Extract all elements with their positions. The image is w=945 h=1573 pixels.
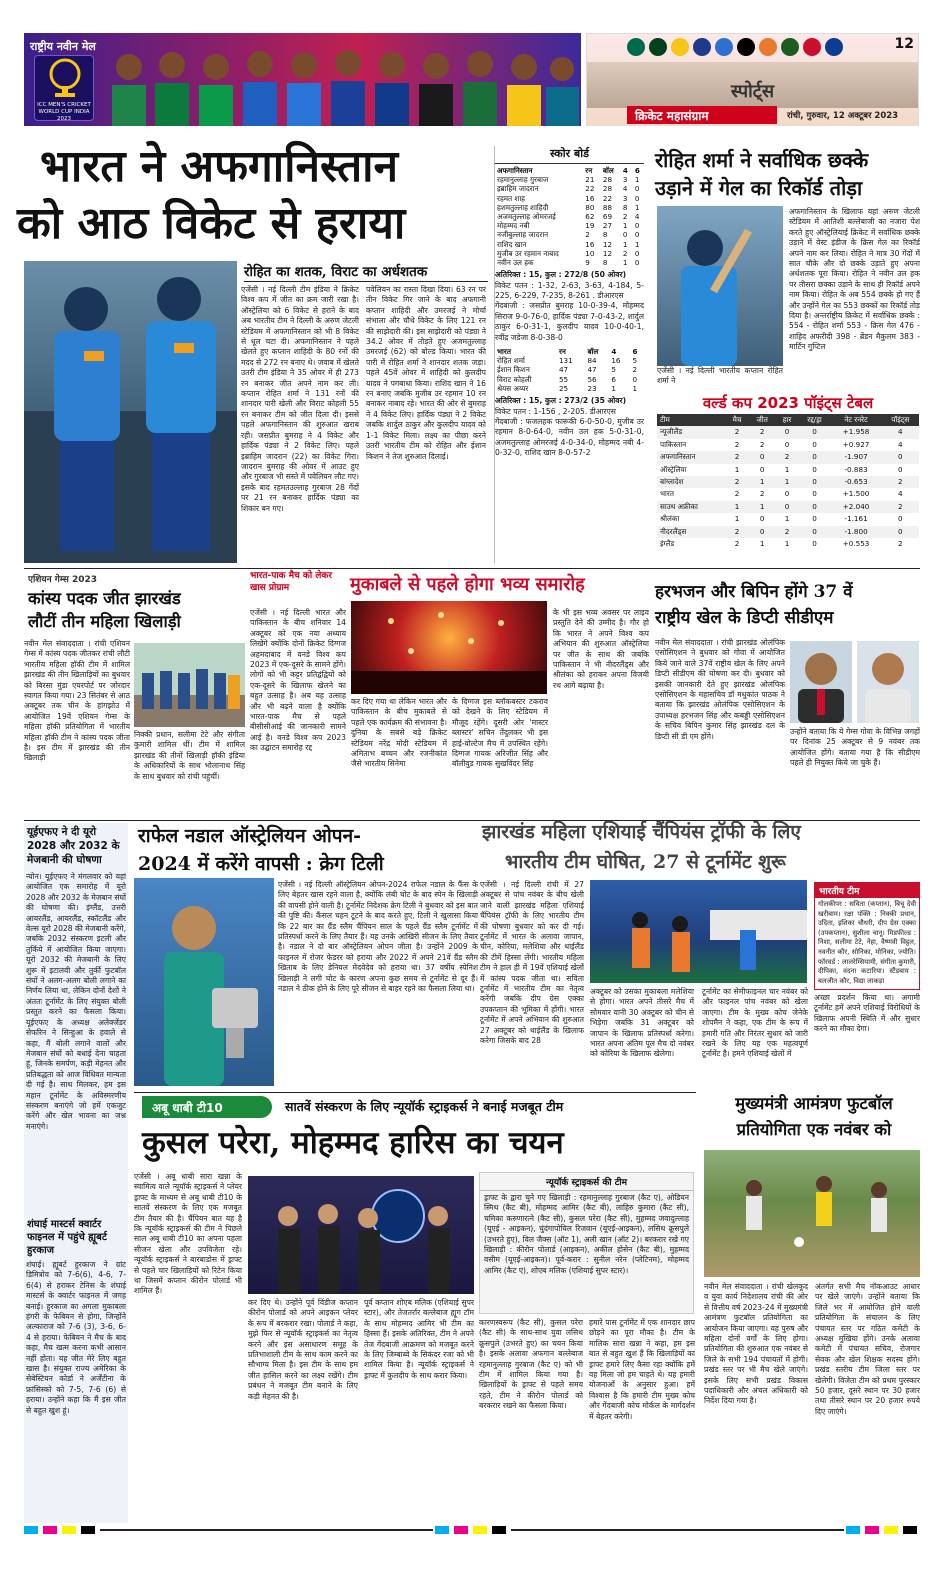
table-row xyxy=(495,356,645,365)
table-cell: 0 xyxy=(798,501,830,513)
table-cell: 2 xyxy=(585,230,590,240)
color-swatch xyxy=(492,1526,506,1534)
indpak-body1: एजेंसी । नई दिल्ली भारत और पाकिस्तान के बीच शनिवार 14 अक्टूबर को एक नया अध्याय लिखेंगे क्योंकि दोनों क्रिकेट दिग्गज अहमदाबाद में वनडे विश्व कप 2023 में एक-दूसरे के सामने होंगे। लोगों को भी कट्टर प्रतिद्वंद्वियों को एक-दूसरे के खिलाफ खेलने का बहुत उत्साह है। अब यह उत्साह और भी बढ़ने वाला है क्योंकि भारत-पाक मैच से पहले बीसीसीआई की जानकारी सामने आई है। वनडे विश्व कप 2023 का उद्घाटन समारोह रद्द xyxy=(250,608,346,753)
table-cell: 69 xyxy=(602,212,613,222)
table-cell: 0 xyxy=(759,514,765,524)
table-cell: 2 xyxy=(882,501,919,513)
abu-dhabi-headline: कुसल परेरा, मोहम्मद हारिस का चयन xyxy=(142,1125,564,1161)
nadal-photo xyxy=(134,878,274,1086)
table-cell: 1 xyxy=(784,514,790,524)
table-header xyxy=(495,347,645,356)
table-cell: 2 xyxy=(725,451,748,463)
harbhajan-portrait xyxy=(790,641,852,723)
table-row xyxy=(657,501,919,513)
table-cell: मोहम्मद नबी xyxy=(497,221,530,231)
scoreboard-title: स्कोर बोर्ड xyxy=(495,146,644,164)
table-cell: 0 xyxy=(634,193,640,203)
flag-icon xyxy=(825,38,843,56)
rohit-photo-caption: एजेंसी । नई दिल्ली भारतीय कप्तान रोहित शर्मा ने xyxy=(657,366,783,386)
column-header: रन xyxy=(585,166,593,175)
ind-fow: विकेट पतन : 1-156 , 2-205. डीआरएस xyxy=(495,406,616,416)
jh-body2: अक्टूबर को उसका मुकाबला मलेशिया से होगा। भारत अपने तीसरे मैच में सोमवार यानी 30 अक्टूबर को चीन से भिड़ेगा जबकि 31 अक्टूबर को जापान के खिलाफ प्रतिस्पर्धा करेगा। भारत अपना अंतिम पूल मैच दो नवंबर को कोरिया के खिलाफ खेलेगा। xyxy=(590,987,694,1059)
table-cell: 28 xyxy=(602,175,613,185)
table-cell: 10 xyxy=(585,248,595,258)
bipin-portrait xyxy=(857,641,919,723)
table-cell: 23 xyxy=(587,383,597,393)
table-cell: 1 xyxy=(784,539,790,549)
table-cell: 16 xyxy=(585,193,595,203)
table-cell: 8 xyxy=(622,202,628,212)
table-cell: 2 xyxy=(759,489,765,499)
strikers-team-title: न्यूयॉर्क स्ट्राइकर्स की टीम xyxy=(480,1173,693,1191)
table-cell: +0.927 xyxy=(842,439,870,449)
table-cell: 0 xyxy=(622,230,628,240)
points-table xyxy=(657,414,919,550)
table-cell: 19 xyxy=(585,221,595,231)
team-flags xyxy=(627,38,877,60)
table-cell: 0 xyxy=(634,221,640,231)
table-cell: 27 xyxy=(602,221,613,231)
abu-dhabi-body3: पूर्व कप्तान शोएब मलिक (एशियाई सुपर स्टार), और तेजतर्रार बल्लेबाज ह्यूग टॉम के साथ मोहम्मद आमिर भी टीम का हिस्सा हैं। इसके अतिरिक्त, टीम ने अपने तेज गेंदबाजी आक्रमण को मजबूत करने के लिए जिम्बाब्वे के सिकंदर रजा को भी शामिल किया है। न्यूयॉर्क स्ट्राइकर्स ने ड्राफ्ट में कुलदीप के साथ करार किया। xyxy=(364,1298,474,1380)
afg-fow: विकेट पतन : 1-32, 2-63, 3-63, 4-184, 5-225, 6-229, 7-235, 8-261 . डीआरएस xyxy=(495,280,644,301)
table-cell: 0 xyxy=(798,476,830,488)
table-cell: श्रीलंका xyxy=(660,514,680,524)
column-header: पॉइंट्स xyxy=(882,414,919,426)
team-box-body: गोलकीपर : सविता (कप्तान), बिचू देवी खरीबाम। रक्षा पंक्ति : निक्की प्रधान, उदिता, इशिका चौधरी, दीप ग्रेस एक्का (उपकप्तान), सुशीला चानू। मिडफील्ड : निशा, सलीमा टेटे, नेहा, वैष्णवी विट्ठल, नवनीत कौर, सोनिका, मोनिका, ज्योति। फॉरवर्ड : लालरेम्सियामी, संगीता कुमारी, दीपिका, वंदना कटारिया। स्टैंडबाय : बलजीत कौर, विद्या लाकड़ा xyxy=(818,900,916,985)
table-cell: 0 xyxy=(749,526,776,538)
table-cell: 2 xyxy=(632,365,638,375)
table-cell: 0 xyxy=(812,464,817,474)
column-header: भारत xyxy=(497,347,511,357)
table-cell: 1 xyxy=(632,383,638,393)
abu-dhabi-body5: हमारे पास टूर्नामेंट में एक शानदार छाप छोड़ने का पूरा मौका है। टीम के मालिक सारा खन्ना ने कहा, हम इस बात से बहुत खुश हैं कि खिलाड़ियों का ड्राफ्ट हमारे लिए कैसा रहा क्योंकि हमें वह मिला जो हम चाहते थे। यह हमारी योजनाओं के अनुसार हुआ। हमें विश्वास है कि हमारी टीम मुख्य कोच और गेंदबाजी कोच मोर्कल के मार्गदर्शन में बेहतर करेगी। xyxy=(589,1318,695,1421)
table-cell: 16 xyxy=(585,239,595,249)
column-header: 6 xyxy=(634,166,640,175)
table-cell: 1 xyxy=(784,464,790,474)
abu-dhabi-kicker-headline: सातवें संस्करण के लिए न्यूयॉर्क स्ट्राइकर्स ने बनाई मजबूत टीम xyxy=(285,1099,564,1114)
table-row xyxy=(495,203,645,212)
nadal-headline-line1: राफेल नडाल ऑस्ट्रेलियन ओपन- xyxy=(138,825,362,847)
table-cell: हशमतुल्लाह शाहिदी xyxy=(497,202,549,212)
uefa-headline: यूईएफए ने दी यूरो 2028 और 2032 के मेजबानी की घोषणा xyxy=(27,826,120,866)
table-row xyxy=(657,538,919,550)
table-cell: 2 xyxy=(734,439,740,449)
asian-games-headline-line1: कांस्य पदक जीत झारखंड xyxy=(28,589,181,608)
table-cell: 2 xyxy=(725,526,748,538)
column-header: 6 xyxy=(632,347,638,357)
table-row xyxy=(495,175,645,184)
shanghai-body: शंघाई। ह्यूबर्ट हुरकाज ने ग्रांट डिमित्रोव को 7-6(6), 4-6, 7-6(4) से हराकर टेनिस के शंघाई मास्टर्स के क्वार्टर फाइनल में जगह बनाई। हुरकाज का अगला मुकाबला हंगरी के फेबियन से होगा, जिन्होंने अल्काराज को 7-6 (3), 3-6, 6-4 से हराया। फेबियन ने मैच के बाद कहा, मैच खत्म करना कभी आसान नहीं होता। यह जीत मेरे लिए बहुत खास है। संयुक्त राज्य अमेरिका के सेबेस्टियन कोर्डा ने अर्जेंटीना के फ्रांसिस्को को 7-5, 7-6 (6) से हराया। उन्होंने कहा कि मैं इस जीत से बहुत खुश हूं। xyxy=(26,1260,126,1415)
flag-icon xyxy=(715,38,733,56)
table-cell: 0 xyxy=(776,501,799,513)
table-cell: 0 xyxy=(634,258,640,268)
table-cell: मुजीब उर रहमान नाबाद xyxy=(497,248,559,258)
lead-subhead: रोहित का शतक, विराट का अर्धशतक xyxy=(244,264,428,280)
table-cell: बांग्लादेश xyxy=(657,476,725,488)
lead-headline-line2: को आठ विकेट से हराया xyxy=(17,198,406,249)
rohit-headline-line1: रोहित शर्मा ने सर्वाधिक छक्के xyxy=(655,148,869,172)
table-cell: श्रेयस अय्यर xyxy=(497,383,529,393)
table-cell: 12 xyxy=(602,239,613,249)
color-swatch xyxy=(884,1526,898,1534)
table-row xyxy=(657,426,919,438)
section-subtitle: क्रिकेट महासंग्राम xyxy=(627,106,777,124)
lead-photo xyxy=(24,261,237,563)
harbhajan-headline-line2: राष्ट्रीय खेल के डिप्टी सीडीएम xyxy=(655,608,834,628)
table-cell: -0.653 xyxy=(831,476,882,488)
paper-name: राष्ट्रीय नवीन मेल xyxy=(30,40,96,53)
table-cell: 1 xyxy=(634,175,640,185)
afg-bowling: गेंदबाजी : जसप्रीत बुमराह 10-0-39-4, मोहम्मद सिराज 9-0-76-0, हार्दिक पंड्या 7-0-43-2, शार्दुल ठाकुर 6-0-31-1, कुलदीप यादव 10-0-40-1, रवींद्र जडेजा 8-0-38-0 xyxy=(495,301,644,342)
nadal-headline-line2: 2024 में करेंगे वापसी : क्रेग टिली xyxy=(138,853,384,875)
table-cell: 0 xyxy=(882,451,919,463)
column-header: जीत xyxy=(749,414,776,426)
table-cell: 0 xyxy=(784,489,790,499)
table-cell: 47 xyxy=(587,365,597,375)
table-cell: 2 xyxy=(776,526,799,538)
table-cell: 0 xyxy=(634,230,640,240)
table-row xyxy=(495,230,645,239)
table-cell: 1 xyxy=(734,464,740,474)
hockey-team-photo xyxy=(134,643,245,727)
table-cell: +2.040 xyxy=(831,501,882,513)
world-cup-logo: ICC MEN'S CRICKET WORLD CUP INDIA 2023 xyxy=(34,55,94,121)
indpak-body3: के दिग्गज इस ब्लॉकबस्टर टकराव को देखने के लिए स्टेडियम में मौजूद रहेंगे। दूसरी ओर 'मास्टर ब्लास्टर' सचिन तेंदुलकर भी इस हाई-वोल्टेज मैच में उपस्थित रहेंगे। दिग्गज गायक अरिजीत सिंह और बॉलीवुड गायक सुखविंदर सिंह xyxy=(452,697,548,769)
uefa-body: न्योन। यूईएफए ने मंगलवार को यहां आयोजित एक समारोह में यूरो 2028 और 2032 के मेजबान संघों की घोषणा की। इंग्लैंड, उत्तरी आयरलैंड, आयरलैंड, स्कॉटलैंड और वेल्स यूरो 2028 की मेजबानी करेंगे, जबकि 2032 संस्करण इटली और तुर्किये में आयोजित किया जाएगा। यूरो 2032 की मेजबानी के लिए शुरू में इटालवी और तुर्की फुटबॉल संघों ने अलग-अलग बोली लगाने का निर्णय लिया था, लेकिन दोनों देशों ने अंततः टूर्नामेंट के लिए संयुक्त बोली प्रस्तुत करने का फैसला किया। यूईएफए के अध्यक्ष अलेक्जेंडर सेफरिन ने सिन्हुआ के हवाले से कहा, मैं बोली लगाने वालों और मेजबान संघों को बधाई देना चाहता हूं, जिनके समर्पण, कड़ी मेहनत और प्रतिबद्धता को आज विधिवत मान्यता दी गई है। साथ मिलकर, हम इस महान टूर्नामेंट के अविस्मरणीय संस्करण बनाएंगे जो हमें एकजुट करेंगे और खेल भावना का जश्न मनाएंगे। xyxy=(26,872,126,1131)
table-cell: ऑस्ट्रेलिया xyxy=(660,464,687,474)
cm-body1: नवीन मेल संवाददाता । रांची खेलकूद व युवा कार्य निदेशालय रांची की ओर से वित्तीय वर्ष 2023-24 में मुख्यमंत्री आमंत्रण फुटबॉल प्रतियोगिता का आयोजन किया जाएगा। यह पुरुष और महिला दोनों वर्गों के लिए होगा। प्रतियोगिता की शुरुआत एक नवंबर से जिले के सभी 194 पंचायतों में होगी। प्रखंड स्तर पर भी मैच खेले जाएंगे। इसके लिए सभी प्रखंड विकास पदाधिकारी और अंचल अधिकारी को निर्देश दिया गया है। xyxy=(704,1282,808,1406)
table-header xyxy=(657,414,919,426)
trophy-icon xyxy=(35,56,95,98)
table-cell: 3 xyxy=(622,175,628,185)
flag-icon xyxy=(737,38,755,56)
jh-body4: अच्छा प्रदर्शन किया था। अगामी टूर्नामेंट हमें अपने एशियाई विरोधियों के खिलाफ अपनी स्थिति में और सुधार करने का मौका देगा। xyxy=(814,993,920,1034)
lead-body-col1: एजेंसी । नई दिल्ली टीम इंडिया ने क्रिकेट विश्व कप में जीत का क्रम जारी रखा है। ऑस्ट्रेलिया को 6 विकेट से हराने के बाद अब भारतीय टीम ने दिल्ली के अरुण जेटली स्टेडियम में अफगानिस्तान को भी 8 विकेट से धूल चटा दी। अफगानिस्तान ने पहले खेलते हुए कप्तान शाहिदी के 80 रनों की मदद से 272 रन बनाए थे। जवाब में खेलते उतरी टीम इंडिया ने 35 ओवर में ही 273 रन बनाकर जीत अपने नाम कर ली। कप्तान रोहित शर्मा ने 131 रनों की शानदार पारी खेली और विराट कोहली 55 रन बनाकर टीम को जीत दिला दी। इससे पहले अफगानिस्तान की शुरुआत खराब रही। जसप्रीत बुमराह ने 4 विकेट और हार्दिक पंड्या ने 2 विकेट लिए। पहले इब्राहिम जादरान (22) का विकेट गिरा। जादरान बुमराह की ओवर में आउट हुए और गुरबाज भी सस्ते में पवेलियन लौट गए। इसके बाद रहमतउल्लाह गुरबाज 28 गेंदों पर 21 रन बनाकर हार्दिक पंड्या का शिकार बन गए। xyxy=(241,285,359,513)
color-swatch xyxy=(903,1526,917,1534)
team-box-title: भारतीय टीम xyxy=(815,883,919,898)
table-row xyxy=(657,464,919,476)
indpak-body4: के भी इस भव्य अवसर पर लाइव प्रस्तुति देने की उम्मीद है। गौर हो कि भारत ने अपने विश्व कप अभियान की शुरुआत ऑस्ट्रेलिया पर जीत के साथ की जबकि पाकिस्तान ने भी नीदरलैंड्स और श्रीलंका को हराकर अपना विजयी रथ आगे बढ़ाया है। xyxy=(553,608,649,690)
table-cell: -0.883 xyxy=(844,464,868,474)
table-cell: 21 xyxy=(585,175,595,185)
table-cell: 16 xyxy=(611,356,621,366)
rohit-headline-line2: उड़ाने में गेल का रिकॉर्ड तोड़ा xyxy=(655,176,863,200)
section-title: स्पोर्ट्स xyxy=(730,81,775,102)
table-cell: 2 xyxy=(882,476,919,488)
table-cell: 2 xyxy=(749,426,776,438)
flag-icon xyxy=(781,38,799,56)
table-cell: 8 xyxy=(602,230,608,240)
table-cell: 4 xyxy=(622,184,628,194)
team-box xyxy=(814,882,920,990)
table-row xyxy=(657,513,919,525)
table-cell: 0 xyxy=(798,426,830,438)
flag-icon xyxy=(649,38,667,56)
table-cell: 1 xyxy=(622,258,628,268)
color-swatch xyxy=(81,1526,95,1534)
table-cell: 3 xyxy=(622,193,628,203)
column-header: 4 xyxy=(611,347,617,357)
table-cell: 6 xyxy=(611,374,616,384)
abu-dhabi-kicker: अबू धाबी टी10 xyxy=(142,1096,272,1118)
table-cell: 1 xyxy=(634,202,640,212)
table-cell: रहमानुल्लाह गुरबाज xyxy=(497,175,549,185)
jh-body1: एजेंसी । नई दिल्ली रांची में 27 अक्टूबर से पांच नवंबर के बीच खेली जाने वाली झारखंड महिला एशियाई चैंपियंस ट्रॉफी के लिए भारतीय टीम की घोषणा बुधवार को कर दी गई। टूर्नामेंट में भारत के अलावा जापान, चीन, कोरिया, मलेशिया और थाईलैंड की टीमें हिस्सा लेंगी। भारतीय महिला टीम ने हाल ही में 19वें एशियाई खेलों में कांस्य पदक जीता था। सविता टूर्नामेंट में भारतीय टीम का नेतृत्व करेंगी जबकि दीप ग्रेस एक्का उपकप्तान की भूमिका में होंगी। भारत टूर्नामेंट में अपने अभियान की शुरुआत 27 अक्टूबर को थाईलैंड के खिलाफ करेगा जिसके बाद 28 xyxy=(480,880,584,1046)
table-cell: -1.907 xyxy=(831,451,882,463)
flag-icon xyxy=(627,38,645,56)
jh-headline-line2: भारतीय टीम घोषित, 27 से टूर्नामेंट शुरू xyxy=(505,851,786,873)
color-swatch xyxy=(435,1526,449,1534)
table-cell: 1 xyxy=(622,221,628,231)
table-cell: 0 xyxy=(798,526,830,538)
column-header: 4 xyxy=(622,166,628,175)
table-cell: +0.553 xyxy=(842,539,870,549)
column-header: हार xyxy=(776,414,799,426)
table-cell: 55 xyxy=(558,374,569,384)
jh-headline-line1: झारखंड महिला एशियाई चैंपियंस ट्रॉफी के लिए xyxy=(482,821,801,843)
table-cell: 1 xyxy=(759,539,765,549)
table-row xyxy=(495,212,645,221)
table-cell: 0 xyxy=(634,248,640,258)
table-row xyxy=(495,240,645,249)
afg-extras: अतिरिक्त : 15, कुल : 272/8 (50 ओवर) xyxy=(495,270,627,280)
table-cell: 4 xyxy=(897,489,903,499)
registration-bar xyxy=(24,1524,920,1536)
table-cell: +1.500 xyxy=(842,489,870,499)
table-cell: 131 xyxy=(558,356,573,366)
table-cell: 0 xyxy=(897,464,903,474)
table-row xyxy=(495,194,645,203)
ind-bowling: गेंदबाजी : फजलहक फारूकी 6-0-50-0, मुजीब उर रहमान 8-0-64-0, नवीन उल हक 5-0-31-0, अजमतुल्लाह ओमरजई 4-0-34-0, मोहम्मद नबी 4-0-32-0, राशिद खान 8-0-57-2 xyxy=(495,416,644,458)
table-cell: 1 xyxy=(749,501,776,513)
column-header: रद्द/ड्रा xyxy=(798,414,830,426)
column-header: मैच xyxy=(725,414,748,426)
column-header: अफगानिस्तान xyxy=(497,166,533,175)
strikers-team-body: ड्राफ्ट के द्वारा चुने गए खिलाड़ी : रहमानुल्लाह गुरबाज (कैट ए), ओडियन स्मिथ (कैट बी), मोहम्मद आमिर (कैट बी), लाहिरु कुमारा (कैट सी), चमिका करुणारत्ने (कैट सी), कुसल परेरा (कैट सी), मुहम्मद जवादुल्लाह (यूएई - आइकन), चुंदंगापोयिल रिजवान (यूएई-आइकन), लसिथ क्रूसपुले (उभरते हुए), विल जैक्स (ऑट 1), अली खान (ऑट 2)। बरकरार रखे गए खिलाड़ी : कीरोन पोलार्ड (आइकन), अकील होसेन (कैट बी), मुहम्मद वसीम (यूएई-आइकन)। पूर्व-करार : सुनील नरेन (प्लेटिनम), मोहम्मद आमिर (कैट ए), शोएब मलिक (एशियाई सुपर स्टार)। xyxy=(484,1193,689,1275)
indpak-headline: मुकाबले से पहले होगा भव्य समारोह xyxy=(350,574,585,595)
asian-games-kicker: एशियन गेम्स 2023 xyxy=(28,575,98,585)
table-cell: 25 xyxy=(558,383,569,393)
jh-body3: टूर्नामेंट का सेमीफाइनल चार नवंबर को और फाइनल पांच नवंबर को खेला जाएगा। टीम के मुख्य कोच जेनेके शोपमैन ने कहा, एक टीम के रूप में हमारी गति और निरंतर सुधार को जारी रखने के लिए यह एक महत्वपूर्ण टूर्नामेंट है। हमने एशियाई खेलों में xyxy=(702,987,808,1059)
table-cell: साउथ अफ्रीका xyxy=(657,501,725,513)
column-header: बॉल xyxy=(602,166,614,175)
table-row xyxy=(495,249,645,258)
table-cell: 5 xyxy=(611,365,616,375)
page-number: 12 xyxy=(894,36,914,52)
table-row xyxy=(657,526,919,538)
flag-icon xyxy=(803,38,821,56)
table-cell: 0 xyxy=(632,374,638,384)
table-cell: रहमत शाह xyxy=(497,193,526,203)
players-collage xyxy=(104,37,579,126)
abu-dhabi-body1: एजेंसी । अबू धाबी सारा खन्ना के स्वामित्व वाले न्यूयॉर्क स्ट्राइकर्स ने प्लेयर ड्राफ्ट के माध्यम से अबू धाबी टी10 के सातवें संस्करण के लिए एक मजबूत टीम तैयार की है। चैंपियन बात यह है कि न्यूयॉर्क स्ट्राइकर्स की टीम ने पिछले साल अबू धाबी टी10 का अपना पहला सीजन खेला और उपविजेता रहे। न्यूयॉर्क स्ट्राइकर्स ने बारबाडोस में ड्राफ्ट से पहले चार खिलाड़ियों को रिटेन किया था जिसमें कप्तान कीरोन पोलार्ड भी शामिल हैं। xyxy=(134,1172,242,1296)
table-cell: 2 xyxy=(734,539,740,549)
harbhajan-headline-line1: हरभजन और बिपिन होंगे 37 वें xyxy=(655,582,853,602)
table-cell: 2 xyxy=(776,451,799,463)
color-swatch xyxy=(24,1526,38,1534)
table-cell: राशिद खान xyxy=(497,239,527,249)
table-cell: अफगानिस्तान xyxy=(657,451,725,463)
asian-games-body1: नवीन मेल संवाददाता । रांची एशियन गेम्स में कांस्य पदक जीतकर रांची लौटी भारतीय महिला हॉकी टीम में शामिल झारखंड की तीन खिलाड़ियों का बुधवार को बिरसा मुंडा एयरपोर्ट पर जोरदार स्वागत किया गया। 23 सितंबर से आठ अक्टूबर तक चीन के हांगझोउ में आयोजित 19वें एशियन गेम्स के महिला हॉकी प्रतियोगिता में भारतीय महिला हॉकी टीम ने कांस्य पदक जीता है। इस टीम में झारखंड की तीन खिलाड़ी xyxy=(24,639,130,763)
harbhajan-body2: उन्होंने बताया कि ये गेम्स गोवा के विभिन्न जगहों पर दिनांक 25 अक्टूबर से 9 नवंबर तक आयोजित होंगे। बताया गया है कि सीडीएम पहले ही नियुक्त किये जा चुके हैं। xyxy=(790,727,920,768)
table-cell: 4 xyxy=(634,212,640,222)
table-cell: 2 xyxy=(725,426,748,438)
table-cell: 28 xyxy=(602,184,613,194)
date-line: रांची, गुरुवार, 12 अक्टूबर 2023 xyxy=(787,111,899,121)
table-cell: 2 xyxy=(897,539,903,549)
table-row xyxy=(657,439,919,451)
strikers-team-box xyxy=(479,1172,694,1314)
lead-headline-line1: भारत ने अफगानिस्तान xyxy=(40,141,398,192)
table-row xyxy=(495,384,645,393)
hockey-match-photo xyxy=(590,880,807,983)
table-cell: 56 xyxy=(587,374,597,384)
ceremony-photo xyxy=(351,601,547,694)
flag-icon xyxy=(759,38,777,56)
abu-dhabi-body2: कर दिए थे। उन्होंने पूर्व विंडीज कप्तान कीरोन पोलार्ड को अपने आइकन प्लेयर के रूप में बरकरार रखा। पोलार्ड ने कहा, मुझे फिर से न्यूयॉर्क स्ट्राइकर्स का नेतृत्व करने और इस असाधारण समूह के प्रतिभाशाली टीम के साथ काम करने का सौभाग्य मिला है। इस टीम के साथ हम जीत हासिल करने का लक्ष्य रखेंगे। टीम प्रबंधन ने मजबूत टीम बनाने के लिए कड़ी मेहनत की है। xyxy=(248,1298,358,1401)
table-cell: 0 xyxy=(812,514,817,524)
color-swatch xyxy=(846,1526,860,1534)
table-cell: ईशान किशन xyxy=(497,365,530,375)
football-photo xyxy=(704,1150,920,1277)
section-header xyxy=(586,33,919,126)
table-cell: 22 xyxy=(602,193,613,203)
table-cell: रोहित शर्मा xyxy=(497,356,525,366)
table-cell: अजमतुल्लाह ओमरजई xyxy=(497,212,556,222)
table-cell: न्यूजीलैंड xyxy=(657,426,725,438)
indpak-body2: कर दिए गया था लेकिन भारत और पाकिस्तान के बीच मुकाबले से पहले एक कार्यक्रम की संभावना है। दुनिया के सबसे बड़े क्रिकेट स्टेडियम नरेंद्र मोदी स्टेडियम में अमिताभ बच्चन और रजनीकांत जैसे भारतीय सिनेमा xyxy=(351,697,447,769)
table-cell: 2 xyxy=(622,248,628,258)
table-cell: 9 xyxy=(585,258,590,268)
nadal-body: एजेंसी । नई दिल्ली ऑस्ट्रेलियन ओपन-2024 राफेल नडाल के फैंस के लिए बेहतर खास रहने वाला है, क्योंकि लंबी चोट के बाद स्पेन के खिलाड़ी की वापसी होने वाली है। टूर्नामेंट निदेशक क्रेग टिली ने बुधवार को इस बात की पुष्टि की। कैंसल चहन टूटने के बाद करते हुए, टिली ने खुलासा किया कि 22 बार का ग्रैंड स्लैम चैंपियन साल के पहले ग्रैंड स्लैम टूर्नामेंट में प्रतिस्पर्धा करने के लिए तैयार हैं। यह उनके आखिरी सीजन के लिए तैयार है। नडाल ने दो बार ऑस्ट्रेलियन ओपन जीता है। उन्होंने 2009 के फाइनल में रोजर फेडरर को हराया और 2022 में अपने 21वें ग्रैंड स्लैम खिताब के लिए डेनियल मेदवेदेव को हराया था। 37 वर्षीय स्पेनिश खिलाड़ी ने लगी चोट के कारण अपना कुछ समय से टूर्नामेंट से दूर हैं। नडाल ने ठीक होने के लिए पूरे सीजन से बाहर रहने का फैसला लिया था। xyxy=(278,880,478,994)
abu-dhabi-body4: कारणस्वरूप (कैट सी), कुसल परेरा (कैट सी) के साथ-साथ युवा लसिथ क्रूसपुले (उभरते हुए) का चयन किया है। इसके अलावा अफगान बल्लेबाज रहमानुल्लाह गुरबाज (कैट ए) को भी टीम में शामिल किया गया है। खिलाड़ियों के ड्राफ्ट से पहले समय रहते, टीम ने कीरोन पोलार्ड को बरकरार रखने का फैसला किया। xyxy=(479,1318,583,1411)
table-cell: 0 xyxy=(798,451,830,463)
table-cell: 8 xyxy=(602,258,608,268)
table-cell: 0 xyxy=(776,426,799,438)
table-cell: 0 xyxy=(812,489,817,499)
table-cell: 1 xyxy=(776,476,799,488)
harbhajan-body1: नवीन मेल संवाददाता । रांची झारखंड ओलंपिक एसोसिएशन ने बुधवार को गोवा में आयोजित किये जाने वाले 37वें राष्ट्रीय खेल के लिए अपने डिप्टी सीडीएम की घोषणा कर दी। बुधवार को इसकी जानकारी देते हुए झारखंड ओलंपिक एसोसिएशन के महासचिव डॉ मधुकांत पाठक ने बताया कि झारखंड ओलंपिक एसोसिएशन के उपाध्यक्ष हरभजन सिंह और कबड्डी एसोसिएशन के सचिव बिपिन कुमार सिंह झारखंड दल के डिप्टी सी डी एम होंगे। xyxy=(655,638,785,741)
color-swatch xyxy=(473,1526,487,1534)
table-row xyxy=(657,451,919,463)
table-cell: 0 xyxy=(784,439,790,449)
table-cell: 12 xyxy=(602,248,613,258)
asian-games-body2: निक्की प्रधान, सलीमा टेटे और संगीता कुमारी शामिल थीं। टीम में शामिल झारखंड की तीनों खिलाड़ी हॉकी इंडिया के अधिकारियों के साथ भोलानाथ सिंह के साथ बुधवार को रांची पहुंचीं। xyxy=(134,730,245,781)
table-cell: 0 xyxy=(812,539,817,549)
table-cell: 1 xyxy=(749,476,776,488)
flag-icon xyxy=(671,38,689,56)
table-cell: 2 xyxy=(734,489,740,499)
table-cell: -1.161 xyxy=(844,514,868,524)
table-cell: 1 xyxy=(622,239,628,249)
table-cell: 22 xyxy=(585,184,595,194)
column-header: टीम xyxy=(657,414,725,426)
color-swatch xyxy=(454,1526,468,1534)
table-cell: नजीबुल्लाह जादरान xyxy=(497,230,549,240)
table-cell: -1.800 xyxy=(831,526,882,538)
ind-extras: अतिरिक्त : 15, कुल : 273/2 (35 ओवर) xyxy=(495,396,627,406)
table-cell: नीदरलैंड्स xyxy=(657,526,725,538)
scoreboard xyxy=(494,146,644,563)
rohit-body: अफगानिस्तान के खिलाफ यहां अरुण जेटली स्टेडियम में आतिशी बल्लेबाजी का नजारा पेश करते हुए ऑस्ट्रेलियाई क्रिकेट में सर्वाधिक छक्के उड़ाने में वेस्ट इंडीज के क्रिस गेल का रिकॉर्ड अपने नाम कर लिया। रोहित ने मात्र 30 गेंदों में सात चौके और दो छक्के उड़ाते हुए अपना अर्धशतक पूरा किया। रोहित ने नवीन उल हक पर तीसरा छक्का उड़ाने के साथ ही रिकॉर्ड अपने नाम किया। रोहित के अब 554 छक्के हो गए हैं और उन्होंने गेल का 553 छक्कों का रिकॉर्ड तोड़ दिया है। अन्तर्राष्ट्रीय क्रिकेट में सर्वाधिक छक्के : 554 - रोहित शर्मा 553 - क्रिस गेल 476 - शाहिद अफरीदी 398 - ब्रेंडन मैकुलम 383 - मार्टिन गुप्टिल xyxy=(789,207,920,352)
afg-batting-table xyxy=(495,166,645,267)
table-cell: 80 xyxy=(585,202,595,212)
table-row xyxy=(495,375,645,384)
table-cell: 4 xyxy=(882,426,919,438)
table-cell: 2 xyxy=(725,476,748,488)
table-cell: इब्राहिम जादरान xyxy=(497,184,539,194)
table-cell: इंग्लैंड xyxy=(660,539,675,549)
table-row xyxy=(495,365,645,374)
table-cell: पाकिस्तान xyxy=(660,439,687,449)
cm-headline-line1: मुख्यमंत्री आमंत्रण फुटबॉल xyxy=(735,1094,893,1113)
table-cell: नवीन उल हक xyxy=(497,258,534,268)
table-cell: 0 xyxy=(749,451,776,463)
table-row xyxy=(657,488,919,500)
table-cell: 1 xyxy=(725,501,748,513)
table-cell: +1.958 xyxy=(831,426,882,438)
table-cell: 1 xyxy=(611,383,616,393)
table-cell: 0 xyxy=(759,464,765,474)
cm-headline-line2: प्रतियोगिता एक नवंबर को xyxy=(736,1120,892,1139)
points-table-title: वर्ल्ड कप 2023 पॉइंट्स टेबल xyxy=(702,394,874,412)
table-cell: 62 xyxy=(585,212,595,222)
table-cell: 4 xyxy=(897,439,903,449)
table-row xyxy=(495,184,645,193)
table-cell: 0 xyxy=(897,514,903,524)
table-cell: 2 xyxy=(759,439,765,449)
divider xyxy=(134,1092,696,1093)
color-swatch xyxy=(43,1526,57,1534)
table-cell: 0 xyxy=(812,439,817,449)
table-row xyxy=(495,258,645,267)
shanghai-headline: शंघाई मास्टर्स क्वार्टर फाइनल में पहुंचे ह्यूबर्ट हुरकाज xyxy=(27,1219,107,1256)
asian-games-headline-line2: लौटीं तीन महिला खिलाड़ी xyxy=(28,612,181,631)
ind-batting-table xyxy=(495,347,645,393)
lead-body-col2: पवेलियन का रास्ता दिखा दिया। 63 रन पर तीन विकेट गिर जाने के बाद अफगानी कप्तान शाहिदी और उमरजई ने मोर्चा संभाला और चौथे विकेट के लिए 121 रन की साझेदारी की। इस साझेदारी को पंड्या ने 34.2 ओवर में तोड़ते हुए अजमतुल्लाह उमरजई (62) को बोल्ड किया। भारत की पारी में रोहित शर्मा ने शानदार शतक जड़ा। पहले 45वें ओवर में शाहिदी को कुलदीप यादव ने पगबाधा किया। राशिद खान ने 16 रन बनाए जबकि मुजीब उर रहमान 10 रन बनाकर नाबाद रहे। भारत की ओर से बुमराह ने 4 विकेट लिए। हार्दिक पंड्या ने 2 विकेट जबकि शार्दुल ठाकुर और कुलदीप यादव को 1-1 विकेट मिला। लक्ष्य का पीछा करने उतरी भारतीय टीम को रोहित और ईशान किशन ने तेज शुरुआत दिलाई। xyxy=(366,285,486,461)
table-cell: 84 xyxy=(587,356,597,366)
column-header: नेट रनरेट xyxy=(831,414,882,426)
column-header: रन xyxy=(558,347,566,357)
masthead-banner xyxy=(24,33,581,126)
rohit-photo xyxy=(657,206,783,366)
column-header: बॉल xyxy=(587,347,599,357)
divider xyxy=(244,281,488,282)
table-row xyxy=(657,476,919,488)
table-row xyxy=(495,221,645,230)
color-swatch xyxy=(865,1526,879,1534)
divider xyxy=(24,568,920,569)
table-cell: 0 xyxy=(634,184,640,194)
table-header xyxy=(495,166,645,175)
table-cell: 88 xyxy=(602,202,613,212)
table-cell: विराट कोहली xyxy=(497,374,532,384)
table-cell: 47 xyxy=(558,365,569,375)
table-cell: 2 xyxy=(622,212,628,222)
table-cell: भारत xyxy=(660,489,674,499)
flag-icon xyxy=(693,38,711,56)
indpak-kicker: भारत-पाक मैच को लेकर खास प्रोग्राम xyxy=(250,571,332,593)
table-cell: 5 xyxy=(632,356,638,366)
table-cell: 1 xyxy=(634,239,640,249)
table-cell: 0 xyxy=(882,526,919,538)
table-cell: 1 xyxy=(734,514,740,524)
strikers-team-photo xyxy=(248,1176,474,1294)
color-swatch xyxy=(62,1526,76,1534)
cm-body2: अंतर्गत सभी मैच नॉकआउट आधार पर खेले जाएंगे। उन्होंने बताया कि जिले भर में आयोजित होने वाली प्रतियोगिता के संचालन के लिए पंचायत स्तर पर गठित कमेटी के अध्यक्ष मुखिया होंगे। उनके अलावा कमेटी में पंचायत सचिव, रोजगार सेवक और खेल शिक्षक सदस्य होंगे। प्रखंड स्तरीय टीम जिला स्तर पर खेलेगी। विजेता टीम को प्रथम पुरस्कार 50 हजार, दूसरे स्थान पर 30 हजार तथा तीसरे स्थान पर 20 हजार रुपये दिए जाएंगे। xyxy=(815,1282,920,1416)
